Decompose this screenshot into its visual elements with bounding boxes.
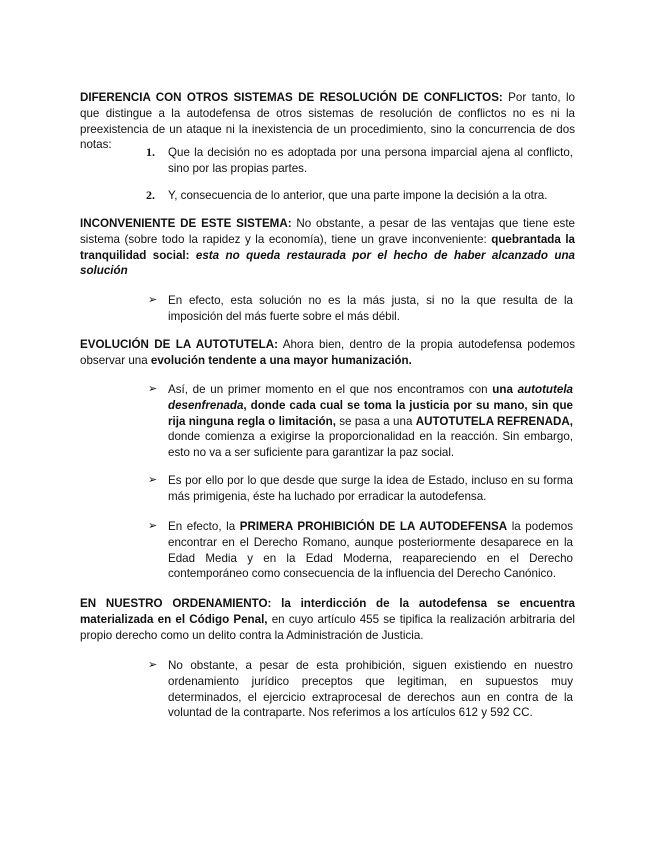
bullet-articulos: No obstante, a pesar de esta prohibición, siguen existiendo en nuestro ordenamiento jurídico preceptos que legitiman, en supuestos muy determinados, el ejercicio extraprocesal de derechos aun en contra de la voluntad de la contraparte. Nos referimos a los artículos 612 y 592 CC. [168,659,573,720]
bullet-arrow-icon: ➢ [148,294,158,306]
heading-inconveniente: INCONVENIENTE DE ESTE SISTEMA: [80,217,292,230]
paragraph-evolucion [80,337,575,369]
bold-humanizacion: evolución tendente a una mayor humanización. [150,353,412,367]
text: una [492,383,518,396]
text-inconveniente: No obstante, a pesar de las ventajas que tiene este sistema (sobre todo la rapidez y la economía), tiene un grave inconveniente: [80,217,576,246]
list-number-2: 2. [146,188,155,202]
heading-ordenamiento: EN NUESTRO ORDENAMIENTO: la interdicción de la autodefensa se encuentra materializada en el Código Penal, [80,597,575,626]
paragraph-ordenamiento [80,596,575,643]
text: donde comienza a exigirse la proporcionalidad en la reacción. Sin embargo, esto no va a ser suficiente para garantizar la paz social. [168,430,573,460]
bullet-autotutela [168,382,573,461]
heading-evolucion: EVOLUCIÓN DE LA AUTOTUTELA: [80,338,278,351]
text-evolucion: Ahora bien, dentro de la propia autodefensa podemos observar una [80,338,575,367]
bullet-arrow-icon: ➢ [148,383,158,395]
bullet-arrow-icon: ➢ [148,474,158,486]
text: se pasa a una [335,414,416,428]
bullet-solucion: En efecto, esta solución no es la más justa, si no la que resulta de la imposición del más fuerte sobre el más débil. [168,294,573,323]
bold-quebrantada: quebrantada la tranquilidad social: [80,232,575,262]
bold-italic-restaurada: esta no queda restaurada por el hecho de haber alcanzado una solución [80,248,575,278]
paragraph-inconveniente [80,216,575,279]
text-diferencia: Por tanto, lo que distingue a la autodefensa de otros sistemas de resolución de conflictos no es ni la preexistencia de un ataque ni la inexistencia de un procedimiento, sino la concurrencia de dos notas: [80,91,575,152]
text-ordenamiento: en cuyo artículo 455 se tipifica la realización arbitraria del propio derecho como un delito contra la Administración de Justicia. [80,612,576,642]
text: la podemos encontrar en el Derecho Romano, aunque posteriormente desaparece en la Edad Media y en la Edad Moderna, reapareciendo en el Derecho contemporáneo como consecuencia de la influencia del Derecho Canónico. [168,520,573,581]
list-item-1: Que la decisión no es adoptada por una persona imparcial ajena al conflicto, sino por las propias partes. [168,146,573,175]
bullet-arrow-icon: ➢ [148,659,158,671]
text: PRIMERA PROHIBICIÓN DE LA AUTODEFENSA [239,520,508,533]
text: Así, de un primer momento en el que nos encontramos con [168,383,493,396]
heading-diferencia: DIFERENCIA CON OTROS SISTEMAS DE RESOLUCIÓN DE CONFLICTOS: [80,91,503,104]
text: autotutela desenfrenada [168,383,573,412]
paragraph-diferencia [80,90,575,153]
list-item-2: Y, consecuencia de lo anterior, que una parte impone la decisión a la otra. [168,189,548,202]
bullet-prohibicion [168,519,573,582]
text: En efecto, la [168,520,240,533]
bullet-arrow-icon: ➢ [148,520,158,532]
list-number-1: 1. [146,145,155,159]
bullet-estado: Es por ello por lo que desde que surge la idea de Estado, incluso en su forma más primigenia, éste ha luchado por erradicar la autodefensa. [168,474,573,503]
text: , donde cada cual se toma la justicia por su mano, sin que rija ninguna regla o limitación, [168,398,573,428]
text: AUTOTUTELA REFRENADA, [415,414,573,428]
